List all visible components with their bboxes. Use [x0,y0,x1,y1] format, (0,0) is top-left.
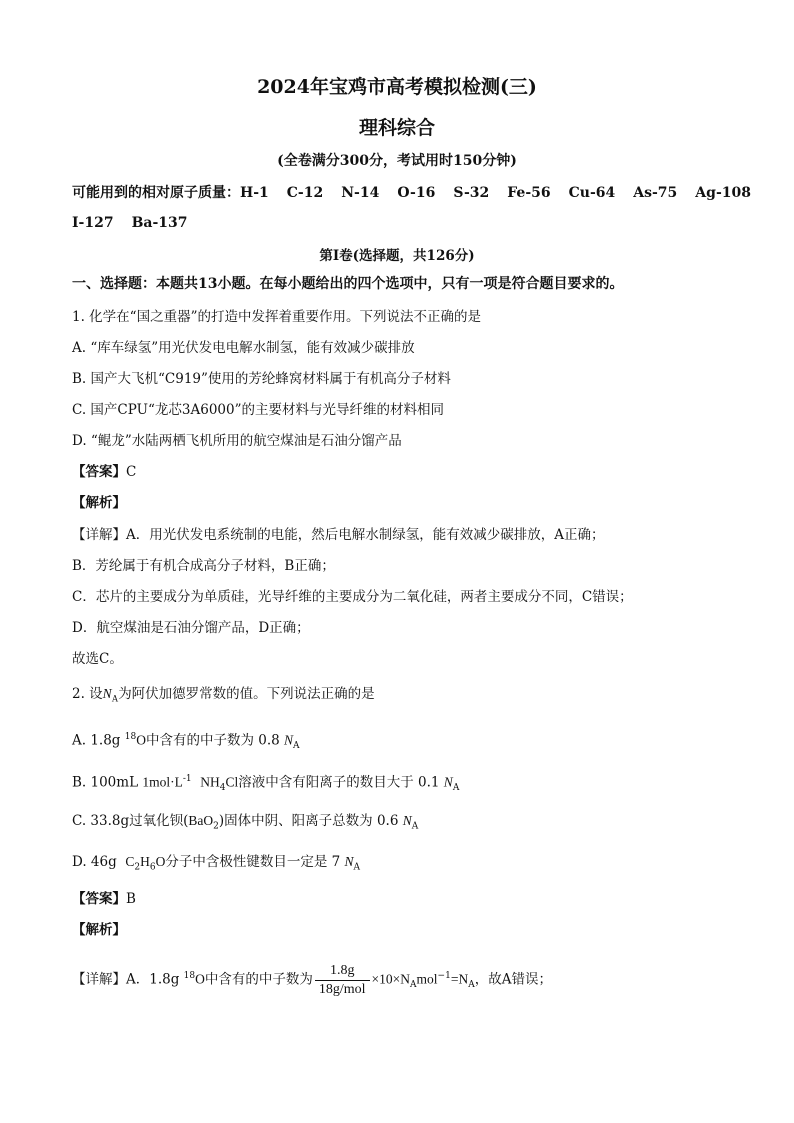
atomic-masses-items-2 [72,215,206,231]
q1-option-b: B. 国产大飞机“C919”使用的芳纶蜂窝材料属于有机高分子材料 [72,371,451,387]
q2-option-a: A. 1.8g $^{18}$O中含有的中子数为 0.8 $N_A$ [72,732,300,752]
atomic-mass-item: Cu-64 [568,185,616,201]
section-heading: 第Ⅰ卷(选择题，共126分) [319,248,475,264]
q1-detail-2: B．芳纶属于有机合成高分子材料，B正确； [72,558,335,574]
atomic-mass-item: Ba-137 [131,215,188,231]
q1-analysis-label: 【解析】 [72,495,126,511]
section-instruction: 一、选择题：本题共13小题。在每小题给出的四个选项中，只有一项是符合题目要求的。 [72,276,624,292]
atomic-masses-line-2 [72,214,206,232]
q2-detail-1: 【详解】A．1.8g $^{18}$O中含有的中子数为 $\frac{1.8g}{\text{18g/mol}}$ $\times 10\times N_Amol^{-1}=N_A$，故A错误； [72,962,552,997]
q2-option-d: D. 46g $C_2H_6O$分子中含极性键数目一定是 7 $N_A$ [72,854,361,873]
q1-detail-1: 【详解】A．用光伏发电系统制的电能，然后电解水制绿氢，能有效减少碳排放，A正确； [72,527,605,543]
exam-title: 2024年宝鸡市高考模拟检测(三) [257,76,537,98]
q2-answer [72,890,136,908]
q1-option-c: C. 国产CPU“龙芯3A6000”的主要材料与光导纤维的材料相同 [72,402,444,418]
q1-stem: 1. 化学在“国之重器”的打造中发挥着重要作用。下列说法不正确的是 [72,309,481,325]
exam-note: (全卷满分300分，考试用时150分钟) [277,153,517,169]
q2-stem: 2. 设$N_A$为阿伏加德罗常数的值。下列说法正确的是 [72,686,375,704]
atomic-masses-label: 可能用到的相对原子质量： [72,185,240,201]
atomic-mass-item: O-16 [397,185,436,201]
q1-answer-value: C [126,464,137,480]
atomic-mass-item: Fe-56 [507,185,551,201]
exam-subtitle: 理科综合 [358,117,435,139]
atomic-mass-item: Ag-108 [695,185,751,201]
q1-option-d: D. “鲲龙”水陆两栖飞机所用的航空煤油是石油分馏产品 [72,433,402,449]
q1-detail-4: D．航空煤油是石油分馏产品，D正确； [72,620,310,636]
q1-option-a: A. “库车绿氢”用光伏发电电解水制氢，能有效减少碳排放 [72,340,415,356]
atomic-mass-item: As-75 [633,185,678,201]
atomic-mass-item: N-14 [341,185,380,201]
atomic-mass-item: S-32 [453,185,490,201]
q2-option-c: C. 33.8g过氧化钡(BaO$_2$)固体中阴、阳离子总数为 0.6 $N_A$ [72,813,419,832]
q2-analysis-label: 【解析】 [72,922,126,938]
q2-option-b: B. 100mL $1mol\cdot L^{-1}$ $NH_4Cl$溶液中含有阳离子的数目大于 0.1 $N_A$ [72,774,460,794]
atomic-masses-line-1 [72,184,769,202]
q1-answer [72,463,136,481]
atomic-mass-item: I-127 [72,215,114,231]
q1-detail-3: C．芯片的主要成分为单质硅，光导纤维的主要成分为二氧化硅，两者主要成分不同，C错误； [72,589,633,605]
q2-answer-label: 【答案】 [72,891,126,907]
q2-answer-value: B [126,891,136,907]
atomic-masses-items-1 [240,185,769,201]
q1-detail-5: 故选C。 [72,651,123,667]
q1-answer-label: 【答案】 [72,464,126,480]
atomic-mass-item: C-12 [286,185,324,201]
q2-detail-fraction: $\frac{1.8g}{\text{18g/mol}}$ [315,962,370,999]
atomic-mass-item: H-1 [240,185,269,201]
